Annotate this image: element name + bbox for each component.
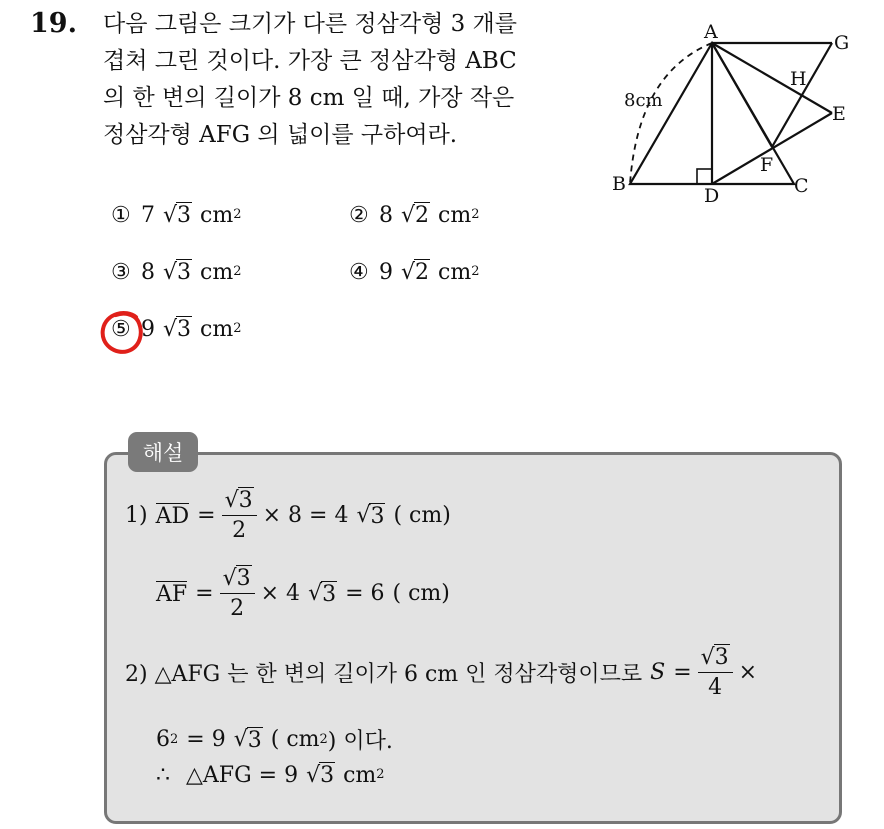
label-f: F	[760, 154, 774, 176]
segment-af-label: AF	[156, 581, 188, 607]
denominator: 2	[232, 518, 247, 543]
radicand: 3	[236, 566, 251, 591]
side-label: 8cm	[624, 90, 663, 111]
radicand: 3	[370, 503, 385, 529]
label-d: D	[704, 185, 720, 207]
choice-number: ③	[111, 259, 131, 285]
radicand: 3	[714, 645, 729, 670]
times-sign: ×	[738, 660, 758, 685]
choice-unit: cm	[200, 202, 234, 228]
question-line: 정삼각형 AFG 의 넓이를 구하여라.	[103, 122, 458, 148]
choice-coef: 9	[379, 259, 393, 285]
radicand: 3	[238, 488, 253, 513]
unit: cm	[343, 762, 377, 788]
expression: × 8 = 4	[262, 503, 349, 528]
solution-line-4: 6 2 = 9 √ 3 ( cm 2 ) 이다.	[156, 724, 393, 755]
label-g: G	[834, 32, 850, 54]
therefore-icon: ∴	[156, 762, 170, 788]
solution-line-5: ∴ △AFG = 9 √ 3 cm 2	[156, 762, 385, 788]
choice-radicand: 3	[177, 317, 192, 342]
label-a: A	[704, 21, 718, 43]
choice-number: ⑤	[111, 316, 131, 342]
choice-3[interactable]: ③ 8 √ 3 cm 2	[111, 259, 242, 285]
expression: = 6	[345, 581, 385, 606]
choice-coef: 8	[379, 202, 393, 228]
solution-text: 2) △AFG 는 한 변의 길이가 6 cm 인 정삼각형이므로	[125, 662, 643, 687]
equals-sign: =	[197, 503, 216, 528]
fraction	[220, 566, 255, 621]
answer-circle-mark	[98, 307, 148, 359]
choice-4[interactable]: ④ 9 √ 2 cm 2	[349, 259, 480, 285]
choice-1[interactable]: ① 7 √ 3 cm 2	[111, 202, 242, 228]
question-line: 다음 그림은 크기가 다른 정삼각형 3 개를	[103, 11, 517, 37]
denominator: 2	[230, 596, 245, 621]
choice-unit: cm	[438, 202, 472, 228]
sqrt-icon: √	[163, 202, 178, 228]
sqrt-icon: √	[401, 259, 416, 285]
sqrt-icon: √	[163, 259, 178, 285]
unit: ( cm)	[393, 503, 451, 528]
expression: △AFG = 9	[186, 762, 299, 788]
solution-text: ) 이다.	[327, 729, 393, 754]
label-b: B	[612, 173, 626, 195]
sqrt-icon: √	[222, 566, 237, 591]
choice-2[interactable]: ② 8 √ 2 cm 2	[349, 202, 480, 228]
choice-coef: 9	[141, 316, 155, 342]
expression: × 4	[260, 581, 301, 606]
question-number: 19.	[30, 8, 77, 39]
right-angle-mark	[697, 169, 712, 184]
label-c: C	[794, 175, 809, 197]
sqrt-icon: √	[700, 645, 715, 670]
choice-radicand: 3	[177, 203, 192, 228]
choice-radicand: 2	[415, 260, 430, 285]
sqrt-icon: √	[356, 503, 371, 528]
sqrt-icon: √	[401, 202, 416, 228]
segment-af	[712, 43, 772, 147]
choice-coef: 8	[141, 259, 155, 285]
choice-number: ④	[349, 259, 369, 285]
choice-radicand: 3	[177, 260, 192, 285]
solution-line-1	[125, 488, 451, 543]
solution-line-3	[125, 645, 757, 700]
radicand: 3	[322, 581, 337, 607]
choice-radicand: 2	[415, 203, 430, 228]
question-line: 의 한 변의 길이가 8 cm 일 때, 가장 작은	[103, 85, 515, 111]
area-symbol: S	[650, 660, 666, 685]
sqrt-icon: √	[308, 581, 323, 606]
equals-sign: =	[673, 660, 692, 685]
radicand: 3	[247, 727, 262, 753]
choice-unit: cm	[200, 259, 234, 285]
triangle-diagram	[600, 18, 860, 218]
base: 6	[156, 727, 170, 752]
unit: ( cm)	[392, 581, 450, 606]
solution-tab: 해설	[128, 432, 198, 472]
question-text	[103, 6, 583, 154]
fraction	[222, 488, 257, 543]
choice-5[interactable]: ⑤ 9 √ 3 cm 2	[111, 316, 242, 342]
choice-number: ②	[349, 202, 369, 228]
choice-unit: cm	[438, 259, 472, 285]
expression: = 9	[186, 727, 226, 752]
step-number: 1)	[125, 503, 148, 528]
sqrt-icon: √	[306, 762, 321, 788]
unit: ( cm	[270, 727, 320, 752]
label-e: E	[832, 103, 846, 125]
sqrt-icon: √	[233, 727, 248, 752]
denominator: 4	[708, 675, 723, 700]
equals-sign: =	[195, 581, 214, 606]
fraction	[698, 645, 733, 700]
radicand: 3	[320, 763, 335, 788]
choice-coef: 7	[141, 202, 155, 228]
choice-number: ①	[111, 202, 131, 228]
solution-line-2	[156, 566, 450, 621]
sqrt-icon: √	[224, 488, 239, 513]
segment-ae	[712, 43, 832, 113]
label-h: H	[790, 68, 807, 90]
sqrt-icon: √	[163, 316, 178, 342]
choice-unit: cm	[200, 316, 234, 342]
question-line: 겹쳐 그린 것이다. 가장 큰 정삼각형 ABC	[103, 48, 517, 74]
triangle-figure	[600, 18, 860, 222]
segment-ad-label: AD	[155, 503, 190, 529]
